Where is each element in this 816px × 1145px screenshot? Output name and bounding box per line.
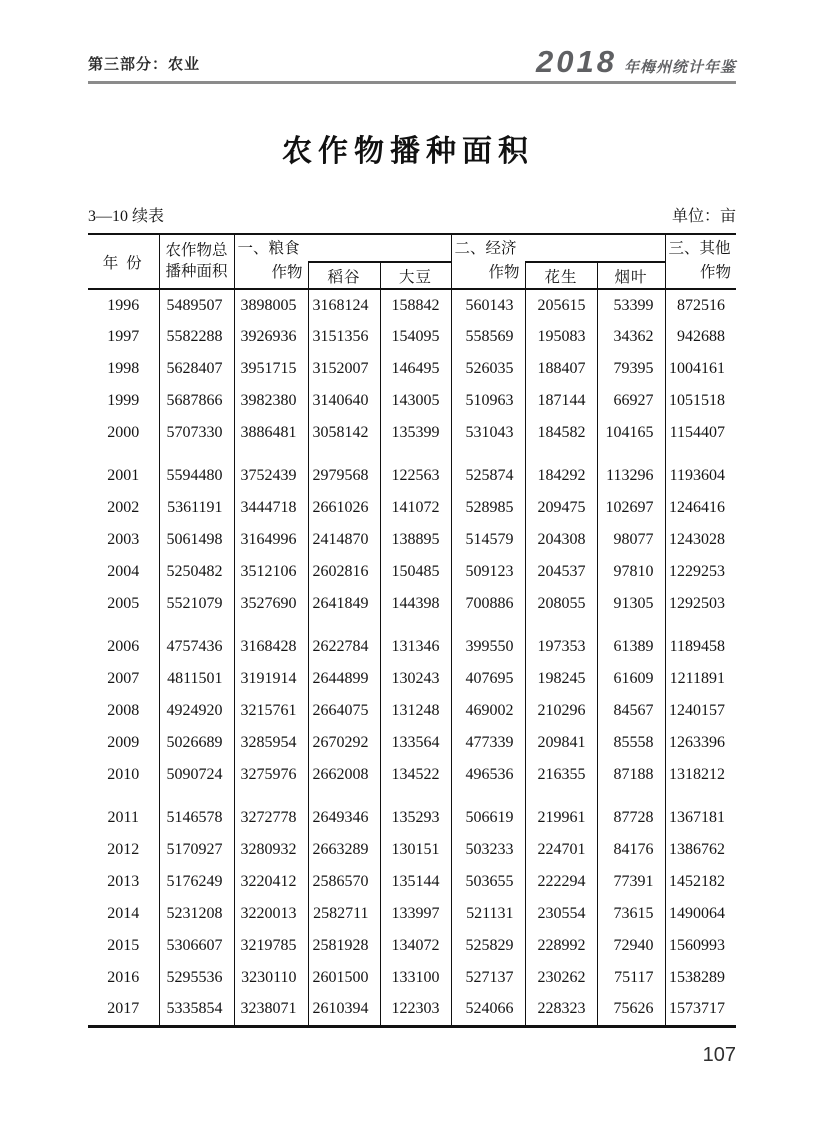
- value-cell: 5176249: [159, 866, 234, 898]
- value-cell: 2601500: [308, 962, 380, 994]
- value-cell: 521131: [451, 898, 525, 930]
- value-cell: 209841: [525, 727, 597, 759]
- value-cell: 2979568: [308, 449, 380, 492]
- table-row: [88, 663, 736, 695]
- value-cell: 503233: [451, 834, 525, 866]
- value-cell: 195083: [525, 321, 597, 353]
- value-cell: 3280932: [234, 834, 308, 866]
- year-cell: 2001: [107, 467, 140, 484]
- value-cell: 3285954: [234, 727, 308, 759]
- value-cell: 102697: [597, 492, 665, 524]
- value-cell: 1452182: [665, 866, 736, 898]
- table-row: [88, 417, 736, 449]
- value-cell: 2414870: [308, 524, 380, 556]
- value-cell: 872516: [665, 289, 736, 321]
- value-cell: 122563: [380, 449, 451, 492]
- value-cell: 216355: [525, 759, 597, 791]
- economic-subgroup-spacer: [525, 234, 665, 262]
- value-cell: 4924920: [159, 695, 234, 727]
- value-cell: 87728: [597, 791, 665, 834]
- running-head: [88, 46, 736, 84]
- value-cell: 528985: [451, 492, 525, 524]
- value-cell: 75117: [597, 962, 665, 994]
- value-cell: 3164996: [234, 524, 308, 556]
- value-cell: 1246416: [665, 492, 736, 524]
- value-cell: 1367181: [665, 791, 736, 834]
- value-cell: 3238071: [234, 994, 308, 1026]
- value-cell: 1211891: [665, 663, 736, 695]
- table-row: [88, 759, 736, 791]
- value-cell: 141072: [380, 492, 451, 524]
- value-cell: 1292503: [665, 588, 736, 620]
- value-cell: 1263396: [665, 727, 736, 759]
- value-cell: 2649346: [308, 791, 380, 834]
- year-cell: 2012: [107, 841, 140, 858]
- value-cell: 2641849: [308, 588, 380, 620]
- value-cell: 84567: [597, 695, 665, 727]
- value-cell: 97810: [597, 556, 665, 588]
- value-cell: 79395: [597, 353, 665, 385]
- table-row: [88, 866, 736, 898]
- year-cell: 2007: [107, 670, 140, 687]
- value-cell: 104165: [597, 417, 665, 449]
- table-row: [88, 791, 736, 834]
- value-cell: 219961: [525, 791, 597, 834]
- value-cell: 138895: [380, 524, 451, 556]
- value-cell: 514579: [451, 524, 525, 556]
- value-cell: 122303: [380, 994, 451, 1026]
- value-cell: 1560993: [665, 930, 736, 962]
- table-row: [88, 898, 736, 930]
- grain-subgroup-spacer: [308, 234, 451, 262]
- value-cell: 5628407: [159, 353, 234, 385]
- table-header: [88, 234, 736, 289]
- yearbook-year: 2018: [536, 44, 617, 79]
- table-row: [88, 834, 736, 866]
- value-cell: 1004161: [665, 353, 736, 385]
- value-cell: 560143: [451, 289, 525, 321]
- value-cell: 525874: [451, 449, 525, 492]
- value-cell: 2622784: [308, 620, 380, 663]
- col-header-year: 年 份: [88, 234, 159, 289]
- value-cell: 228992: [525, 930, 597, 962]
- value-cell: 72940: [597, 930, 665, 962]
- value-cell: 526035: [451, 353, 525, 385]
- value-cell: 3220412: [234, 866, 308, 898]
- value-cell: 2602816: [308, 556, 380, 588]
- value-cell: 131248: [380, 695, 451, 727]
- table-row: [88, 930, 736, 962]
- yearbook-page: [0, 46, 816, 1145]
- value-cell: 3168428: [234, 620, 308, 663]
- grain-line1: 一、粮食: [237, 239, 300, 257]
- value-cell: 204537: [525, 556, 597, 588]
- value-cell: 5090724: [159, 759, 234, 791]
- value-cell: 2644899: [308, 663, 380, 695]
- col-header-tobacco: 烟叶: [597, 262, 665, 289]
- value-cell: 228323: [525, 994, 597, 1026]
- year-cell: 2010: [107, 766, 140, 783]
- value-cell: 3886481: [234, 417, 308, 449]
- value-cell: 208055: [525, 588, 597, 620]
- value-cell: 131346: [380, 620, 451, 663]
- value-cell: 75626: [597, 994, 665, 1026]
- table-meta-row: [88, 203, 736, 226]
- value-cell: 3272778: [234, 791, 308, 834]
- year-cell: 1999: [107, 392, 140, 409]
- value-cell: 2581928: [308, 930, 380, 962]
- col-header-other-crops: [665, 234, 736, 289]
- grain-line2: 作物: [271, 264, 303, 282]
- value-cell: 2582711: [308, 898, 380, 930]
- value-cell: 91305: [597, 588, 665, 620]
- value-cell: 5146578: [159, 791, 234, 834]
- value-cell: 558569: [451, 321, 525, 353]
- year-cell: 1996: [107, 296, 140, 314]
- year-cell: 2002: [107, 499, 140, 516]
- value-cell: 477339: [451, 727, 525, 759]
- total-line1: 农作物总: [165, 241, 228, 259]
- value-cell: 113296: [597, 449, 665, 492]
- value-cell: 3926936: [234, 321, 308, 353]
- value-cell: 133997: [380, 898, 451, 930]
- value-cell: 524066: [451, 994, 525, 1026]
- value-cell: 2610394: [308, 994, 380, 1026]
- value-cell: 5306607: [159, 930, 234, 962]
- table-number: 3—10 续表: [88, 208, 165, 225]
- value-cell: 1490064: [665, 898, 736, 930]
- total-line2: 播种面积: [165, 262, 228, 280]
- value-cell: 53399: [597, 289, 665, 321]
- table-row: [88, 994, 736, 1026]
- value-cell: 2663289: [308, 834, 380, 866]
- value-cell: 1538289: [665, 962, 736, 994]
- value-cell: 5026689: [159, 727, 234, 759]
- value-cell: 2662008: [308, 759, 380, 791]
- value-cell: 154095: [380, 321, 451, 353]
- value-cell: 133100: [380, 962, 451, 994]
- year-cell: 2015: [107, 937, 140, 954]
- table-row: [88, 524, 736, 556]
- table-row: [88, 695, 736, 727]
- value-cell: 130151: [380, 834, 451, 866]
- value-cell: 3220013: [234, 898, 308, 930]
- value-cell: 942688: [665, 321, 736, 353]
- value-cell: 5335854: [159, 994, 234, 1026]
- value-cell: 184292: [525, 449, 597, 492]
- value-cell: 198245: [525, 663, 597, 695]
- table-row: [88, 727, 736, 759]
- year-cell: 2013: [107, 873, 140, 890]
- value-cell: 5582288: [159, 321, 234, 353]
- value-cell: 5361191: [159, 492, 234, 524]
- value-cell: 469002: [451, 695, 525, 727]
- table-row: [88, 321, 736, 353]
- economic-line1: 二、经济: [454, 239, 517, 257]
- value-cell: 1243028: [665, 524, 736, 556]
- other-line1: 三、其他: [668, 239, 731, 257]
- value-cell: 503655: [451, 866, 525, 898]
- value-cell: 1240157: [665, 695, 736, 727]
- value-cell: 158842: [380, 289, 451, 321]
- value-cell: 700886: [451, 588, 525, 620]
- unit-label: 单位：亩: [671, 208, 736, 225]
- value-cell: 496536: [451, 759, 525, 791]
- value-cell: 407695: [451, 663, 525, 695]
- value-cell: 205615: [525, 289, 597, 321]
- value-cell: 3191914: [234, 663, 308, 695]
- year-cell: 2005: [107, 595, 140, 612]
- value-cell: 77391: [597, 866, 665, 898]
- col-header-economic-crops: [451, 234, 525, 289]
- year-cell: 2000: [107, 424, 140, 441]
- value-cell: 506619: [451, 791, 525, 834]
- year-cell: 2003: [107, 531, 140, 548]
- value-cell: 87188: [597, 759, 665, 791]
- value-cell: 1573717: [665, 994, 736, 1026]
- yearbook-brand: [536, 46, 736, 77]
- value-cell: 3151356: [308, 321, 380, 353]
- value-cell: 5489507: [159, 289, 234, 321]
- value-cell: 5707330: [159, 417, 234, 449]
- value-cell: 5250482: [159, 556, 234, 588]
- value-cell: 2586570: [308, 866, 380, 898]
- table-body: [88, 289, 736, 1026]
- section-label: 第三部分：农业: [88, 56, 201, 73]
- value-cell: 3512106: [234, 556, 308, 588]
- value-cell: 3527690: [234, 588, 308, 620]
- value-cell: 3168124: [308, 289, 380, 321]
- value-cell: 4757436: [159, 620, 234, 663]
- table-row: [88, 620, 736, 663]
- year-cell: 2004: [107, 563, 140, 580]
- year-cell: 2009: [107, 734, 140, 751]
- yearbook-title: 年梅州统计年鉴: [623, 59, 736, 76]
- value-cell: 222294: [525, 866, 597, 898]
- table-row: [88, 353, 736, 385]
- value-cell: 2670292: [308, 727, 380, 759]
- year-cell: 1997: [107, 328, 140, 345]
- value-cell: 61609: [597, 663, 665, 695]
- value-cell: 399550: [451, 620, 525, 663]
- year-cell: 1998: [107, 360, 140, 377]
- value-cell: 527137: [451, 962, 525, 994]
- year-cell: 2016: [107, 969, 140, 986]
- year-cell: 2008: [107, 702, 140, 719]
- table-row: [88, 385, 736, 417]
- crop-sown-area-table: [88, 233, 736, 1028]
- value-cell: 4811501: [159, 663, 234, 695]
- value-cell: 1154407: [665, 417, 736, 449]
- value-cell: 85558: [597, 727, 665, 759]
- value-cell: 509123: [451, 556, 525, 588]
- value-cell: 98077: [597, 524, 665, 556]
- value-cell: 209475: [525, 492, 597, 524]
- value-cell: 5170927: [159, 834, 234, 866]
- value-cell: 3898005: [234, 289, 308, 321]
- value-cell: 5521079: [159, 588, 234, 620]
- value-cell: 3152007: [308, 353, 380, 385]
- value-cell: 5061498: [159, 524, 234, 556]
- other-line2: 作物: [699, 264, 731, 282]
- value-cell: 188407: [525, 353, 597, 385]
- value-cell: 135293: [380, 791, 451, 834]
- value-cell: 1229253: [665, 556, 736, 588]
- value-cell: 5594480: [159, 449, 234, 492]
- value-cell: 230262: [525, 962, 597, 994]
- col-header-total-sown-area: [159, 234, 234, 289]
- value-cell: 84176: [597, 834, 665, 866]
- value-cell: 134522: [380, 759, 451, 791]
- value-cell: 135399: [380, 417, 451, 449]
- value-cell: 150485: [380, 556, 451, 588]
- page-number: 107: [702, 1043, 736, 1066]
- year-cell: 2006: [107, 638, 140, 655]
- value-cell: 130243: [380, 663, 451, 695]
- value-cell: 230554: [525, 898, 597, 930]
- value-cell: 3982380: [234, 385, 308, 417]
- value-cell: 144398: [380, 588, 451, 620]
- value-cell: 1051518: [665, 385, 736, 417]
- table-row: [88, 492, 736, 524]
- economic-line2: 作物: [488, 264, 520, 282]
- value-cell: 1386762: [665, 834, 736, 866]
- value-cell: 3951715: [234, 353, 308, 385]
- value-cell: 224701: [525, 834, 597, 866]
- value-cell: 73615: [597, 898, 665, 930]
- value-cell: 3219785: [234, 930, 308, 962]
- col-header-rice: 稻谷: [308, 262, 380, 289]
- value-cell: 135144: [380, 866, 451, 898]
- col-header-grain-crops: [234, 234, 308, 289]
- table-row: [88, 449, 736, 492]
- value-cell: 3140640: [308, 385, 380, 417]
- value-cell: 1193604: [665, 449, 736, 492]
- value-cell: 134072: [380, 930, 451, 962]
- value-cell: 184582: [525, 417, 597, 449]
- value-cell: 531043: [451, 417, 525, 449]
- table-row: [88, 289, 736, 321]
- value-cell: 1189458: [665, 620, 736, 663]
- value-cell: 66927: [597, 385, 665, 417]
- value-cell: 5231208: [159, 898, 234, 930]
- table-row: [88, 556, 736, 588]
- value-cell: 187144: [525, 385, 597, 417]
- value-cell: 3230110: [234, 962, 308, 994]
- value-cell: 2664075: [308, 695, 380, 727]
- value-cell: 3275976: [234, 759, 308, 791]
- year-cell: 2014: [107, 905, 140, 922]
- value-cell: 146495: [380, 353, 451, 385]
- value-cell: 61389: [597, 620, 665, 663]
- value-cell: 204308: [525, 524, 597, 556]
- value-cell: 5687866: [159, 385, 234, 417]
- value-cell: 5295536: [159, 962, 234, 994]
- value-cell: 525829: [451, 930, 525, 962]
- table-row: [88, 588, 736, 620]
- value-cell: 3058142: [308, 417, 380, 449]
- table-row: [88, 962, 736, 994]
- value-cell: 197353: [525, 620, 597, 663]
- value-cell: 2661026: [308, 492, 380, 524]
- value-cell: 133564: [380, 727, 451, 759]
- year-cell: 2017: [88, 994, 159, 1026]
- col-header-soybean: 大豆: [380, 262, 451, 289]
- value-cell: 510963: [451, 385, 525, 417]
- value-cell: 143005: [380, 385, 451, 417]
- page-title: 农作物播种面积: [282, 135, 534, 168]
- value-cell: 1318212: [665, 759, 736, 791]
- col-header-peanut: 花生: [525, 262, 597, 289]
- value-cell: 34362: [597, 321, 665, 353]
- value-cell: 3444718: [234, 492, 308, 524]
- year-cell: 2011: [107, 809, 139, 826]
- value-cell: 3215761: [234, 695, 308, 727]
- value-cell: 210296: [525, 695, 597, 727]
- value-cell: 3752439: [234, 449, 308, 492]
